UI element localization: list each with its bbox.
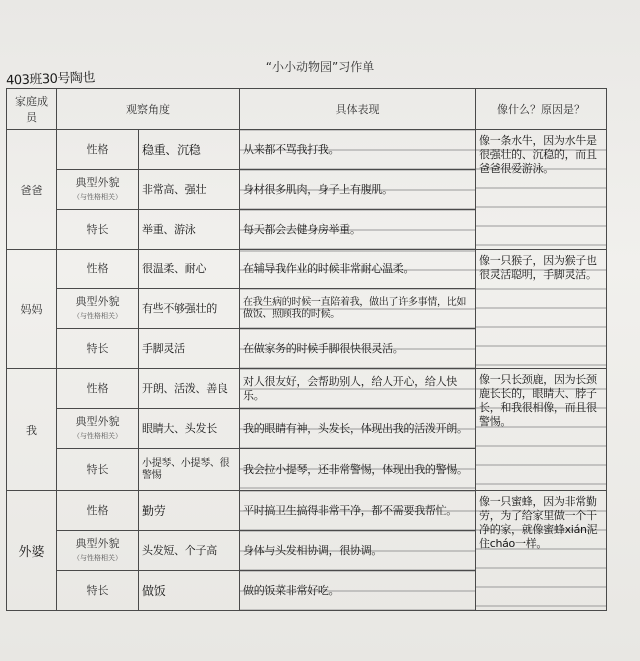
performance-cell: 在辅导我作业的时候非常耐心温柔。 [240, 250, 476, 289]
performance-cell: 我会拉小提琴，还非常警惕，体现出我的警惕。 [240, 449, 476, 491]
trait-cell: 头发短、个子高 [139, 531, 240, 571]
member-name: 妈妈 [7, 250, 57, 369]
performance-cell: 平时搞卫生搞得非常干净，都不需要我帮忙。 [240, 491, 476, 531]
like-cell: 像一条水牛，因为水牛是很强壮的、沉稳的，而且爸爸很爱游泳。 [476, 130, 607, 250]
trait-cell: 小提琴、小提琴、很警惕 [139, 449, 240, 491]
aspect-personality: 性格 [57, 491, 139, 531]
aspect-personality: 性格 [57, 369, 139, 409]
performance-cell: 对人很友好，会帮助别人，给人开心，给人快乐。 [240, 369, 476, 409]
performance-cell: 在做家务的时候手脚很快很灵活。 [240, 329, 476, 369]
trait-cell: 有些不够强壮的 [139, 289, 240, 329]
aspect-specialty: 特长 [57, 571, 139, 611]
performance-cell: 从来都不骂我打我。 [240, 130, 476, 170]
performance-cell: 身材很多肌肉，身子上有腹肌。 [240, 170, 476, 210]
observation-table [6, 88, 607, 611]
performance-cell: 我的眼睛有神，头发长，体现出我的活泼开朗。 [240, 409, 476, 449]
table-row [7, 491, 607, 531]
aspect-appearance-label: 典型外貌 [75, 414, 120, 428]
header-like: 像什么？原因是？ [476, 89, 607, 130]
aspect-specialty: 特长 [57, 449, 139, 491]
aspect-appearance-note: （与性格相关） [73, 553, 122, 562]
header-row [7, 89, 607, 130]
performance-cell: 身体与头发相协调，很协调。 [240, 531, 476, 571]
table-row [7, 369, 607, 409]
table-row [7, 250, 607, 289]
performance-cell: 在我生病的时候一直陪着我，做出了许多事情，比如做饭、照顾我的时候。 [240, 289, 476, 329]
aspect-specialty: 特长 [57, 210, 139, 250]
aspect-appearance-label: 典型外貌 [75, 294, 120, 308]
aspect-appearance [57, 409, 139, 449]
member-name: 爸爸 [7, 130, 57, 250]
table-row [7, 130, 607, 170]
like-cell: 像一只猴子，因为猴子也很灵活聪明，手脚灵活。 [476, 250, 607, 369]
trait-cell: 稳重、沉稳 [139, 130, 240, 170]
like-cell: 像一只蜜蜂，因为非常勤劳，为了给家里做一个干净的家，就像蜜蜂xián泥住cháo一样。 [476, 491, 607, 611]
header-aspect: 观察角度 [57, 89, 240, 130]
performance-cell: 每天都会去健身房举重。 [240, 210, 476, 250]
trait-cell: 手脚灵活 [139, 329, 240, 369]
header-member: 家庭成员 [7, 89, 57, 130]
aspect-appearance-note: （与性格相关） [73, 311, 122, 320]
trait-cell: 做饭 [139, 571, 240, 611]
aspect-personality: 性格 [57, 250, 139, 289]
header-performance: 具体表现 [240, 89, 476, 130]
member-name: 外婆 [7, 491, 57, 611]
performance-cell: 做的饭菜非常好吃。 [240, 571, 476, 611]
aspect-appearance-note: （与性格相关） [73, 192, 122, 201]
aspect-appearance-label: 典型外貌 [75, 536, 120, 550]
trait-cell: 举重、游泳 [139, 210, 240, 250]
trait-cell: 眼睛大、头发长 [139, 409, 240, 449]
student-class-note: 403班30号陶也 [5, 70, 96, 89]
aspect-specialty: 特长 [57, 329, 139, 369]
worksheet-title: “小小动物园”习作单 [265, 60, 375, 74]
aspect-appearance-note: （与性格相关） [73, 431, 122, 440]
aspect-personality: 性格 [57, 130, 139, 170]
aspect-appearance-label: 典型外貌 [75, 175, 120, 189]
like-cell: 像一只长颈鹿，因为长颈鹿长长的，眼睛大、脖子长，和我很相像，而且很警惕。 [476, 369, 607, 491]
member-name: 我 [7, 369, 57, 491]
trait-cell: 很温柔、耐心 [139, 250, 240, 289]
aspect-appearance [57, 289, 139, 329]
aspect-appearance [57, 531, 139, 571]
aspect-appearance [57, 170, 139, 210]
trait-cell: 开朗、活泼、善良 [139, 369, 240, 409]
trait-cell: 勤劳 [139, 491, 240, 531]
trait-cell: 非常高、强壮 [139, 170, 240, 210]
